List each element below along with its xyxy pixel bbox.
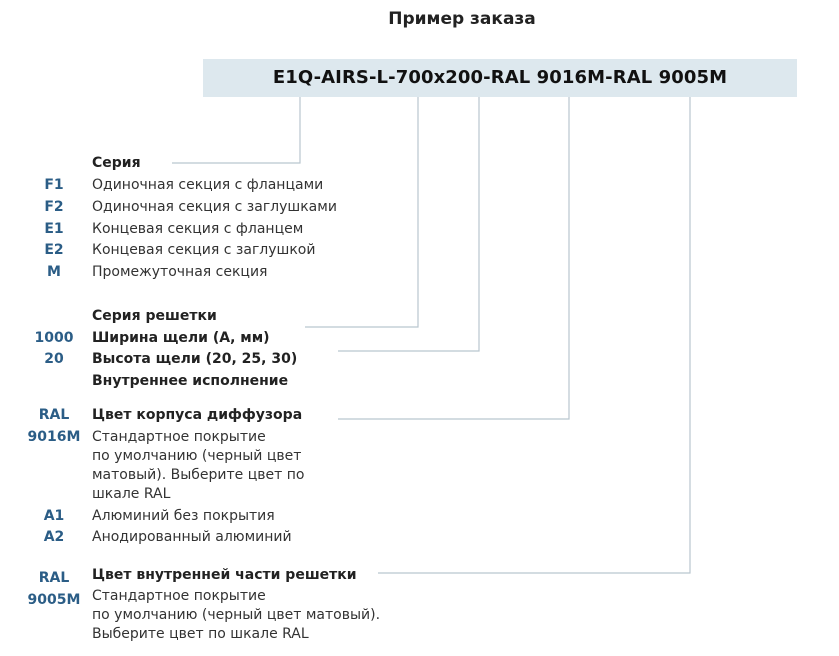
body-color-desc-line: по умолчанию (черный цвет — [92, 448, 302, 464]
body-color-desc-line: шкале RAL — [92, 486, 171, 502]
order-code: E1Q-AIRS-L-700x200-RAL 9016M-RAL 9005M — [272, 67, 728, 88]
series-code-f2: F2 — [44, 199, 64, 215]
grille-height-label: Высота щели (20, 25, 30) — [92, 351, 298, 367]
series-label-m: Промежуточная секция — [92, 264, 268, 280]
inner-color-code-9005m: 9005M — [27, 592, 81, 608]
series-code-m: M — [47, 264, 61, 280]
grille-width-label: Ширина щели (А, мм) — [92, 330, 270, 346]
inner-color-code-ral: RAL — [38, 570, 70, 586]
series-code-e2: E2 — [44, 242, 64, 258]
body-color-heading: Цвет корпуса диффузора — [92, 407, 303, 423]
series-code-f1: F1 — [44, 177, 64, 193]
series-label-f2: Одиночная секция с заглушками — [92, 199, 337, 215]
grille-heading: Серия решетки — [92, 308, 217, 324]
body-color-code-ral: RAL — [38, 407, 70, 423]
connector-series — [172, 97, 300, 163]
page-title: Пример заказа — [388, 9, 536, 29]
series-label-f1: Одиночная секция с фланцами — [92, 177, 324, 193]
grille-height-code: 20 — [44, 351, 64, 367]
body-color-desc-line: матовый). Выберите цвет по — [92, 467, 305, 483]
series-label-e2: Концевая секция с заглушкой — [92, 242, 316, 258]
body-color-code-a2: A2 — [43, 529, 65, 545]
series-heading: Серия — [92, 155, 141, 171]
body-color-code-a1: A1 — [43, 508, 65, 524]
grille-inner-label: Внутреннее исполнение — [92, 373, 289, 389]
body-color-desc-line: Стандартное покрытие — [92, 429, 266, 445]
series-label-e1: Концевая секция с фланцем — [92, 221, 304, 237]
inner-color-desc-line: по умолчанию (черный цвет матовый). — [92, 607, 381, 623]
connector-inner-color — [378, 97, 690, 573]
body-color-label-a1: Алюминий без покрытия — [92, 508, 275, 524]
body-color-label-a2: Анодированный алюминий — [92, 529, 292, 545]
connector-body-color — [338, 97, 569, 419]
inner-color-desc-line: Стандартное покрытие — [92, 588, 266, 604]
inner-color-heading: Цвет внутренней части решетки — [92, 567, 357, 583]
body-color-code-9016m: 9016M — [27, 429, 81, 445]
grille-width-code: 1000 — [34, 330, 74, 346]
inner-color-desc-line: Выберите цвет по шкале RAL — [92, 626, 309, 642]
connector-grille-height — [338, 97, 479, 351]
series-code-e1: E1 — [44, 221, 64, 237]
